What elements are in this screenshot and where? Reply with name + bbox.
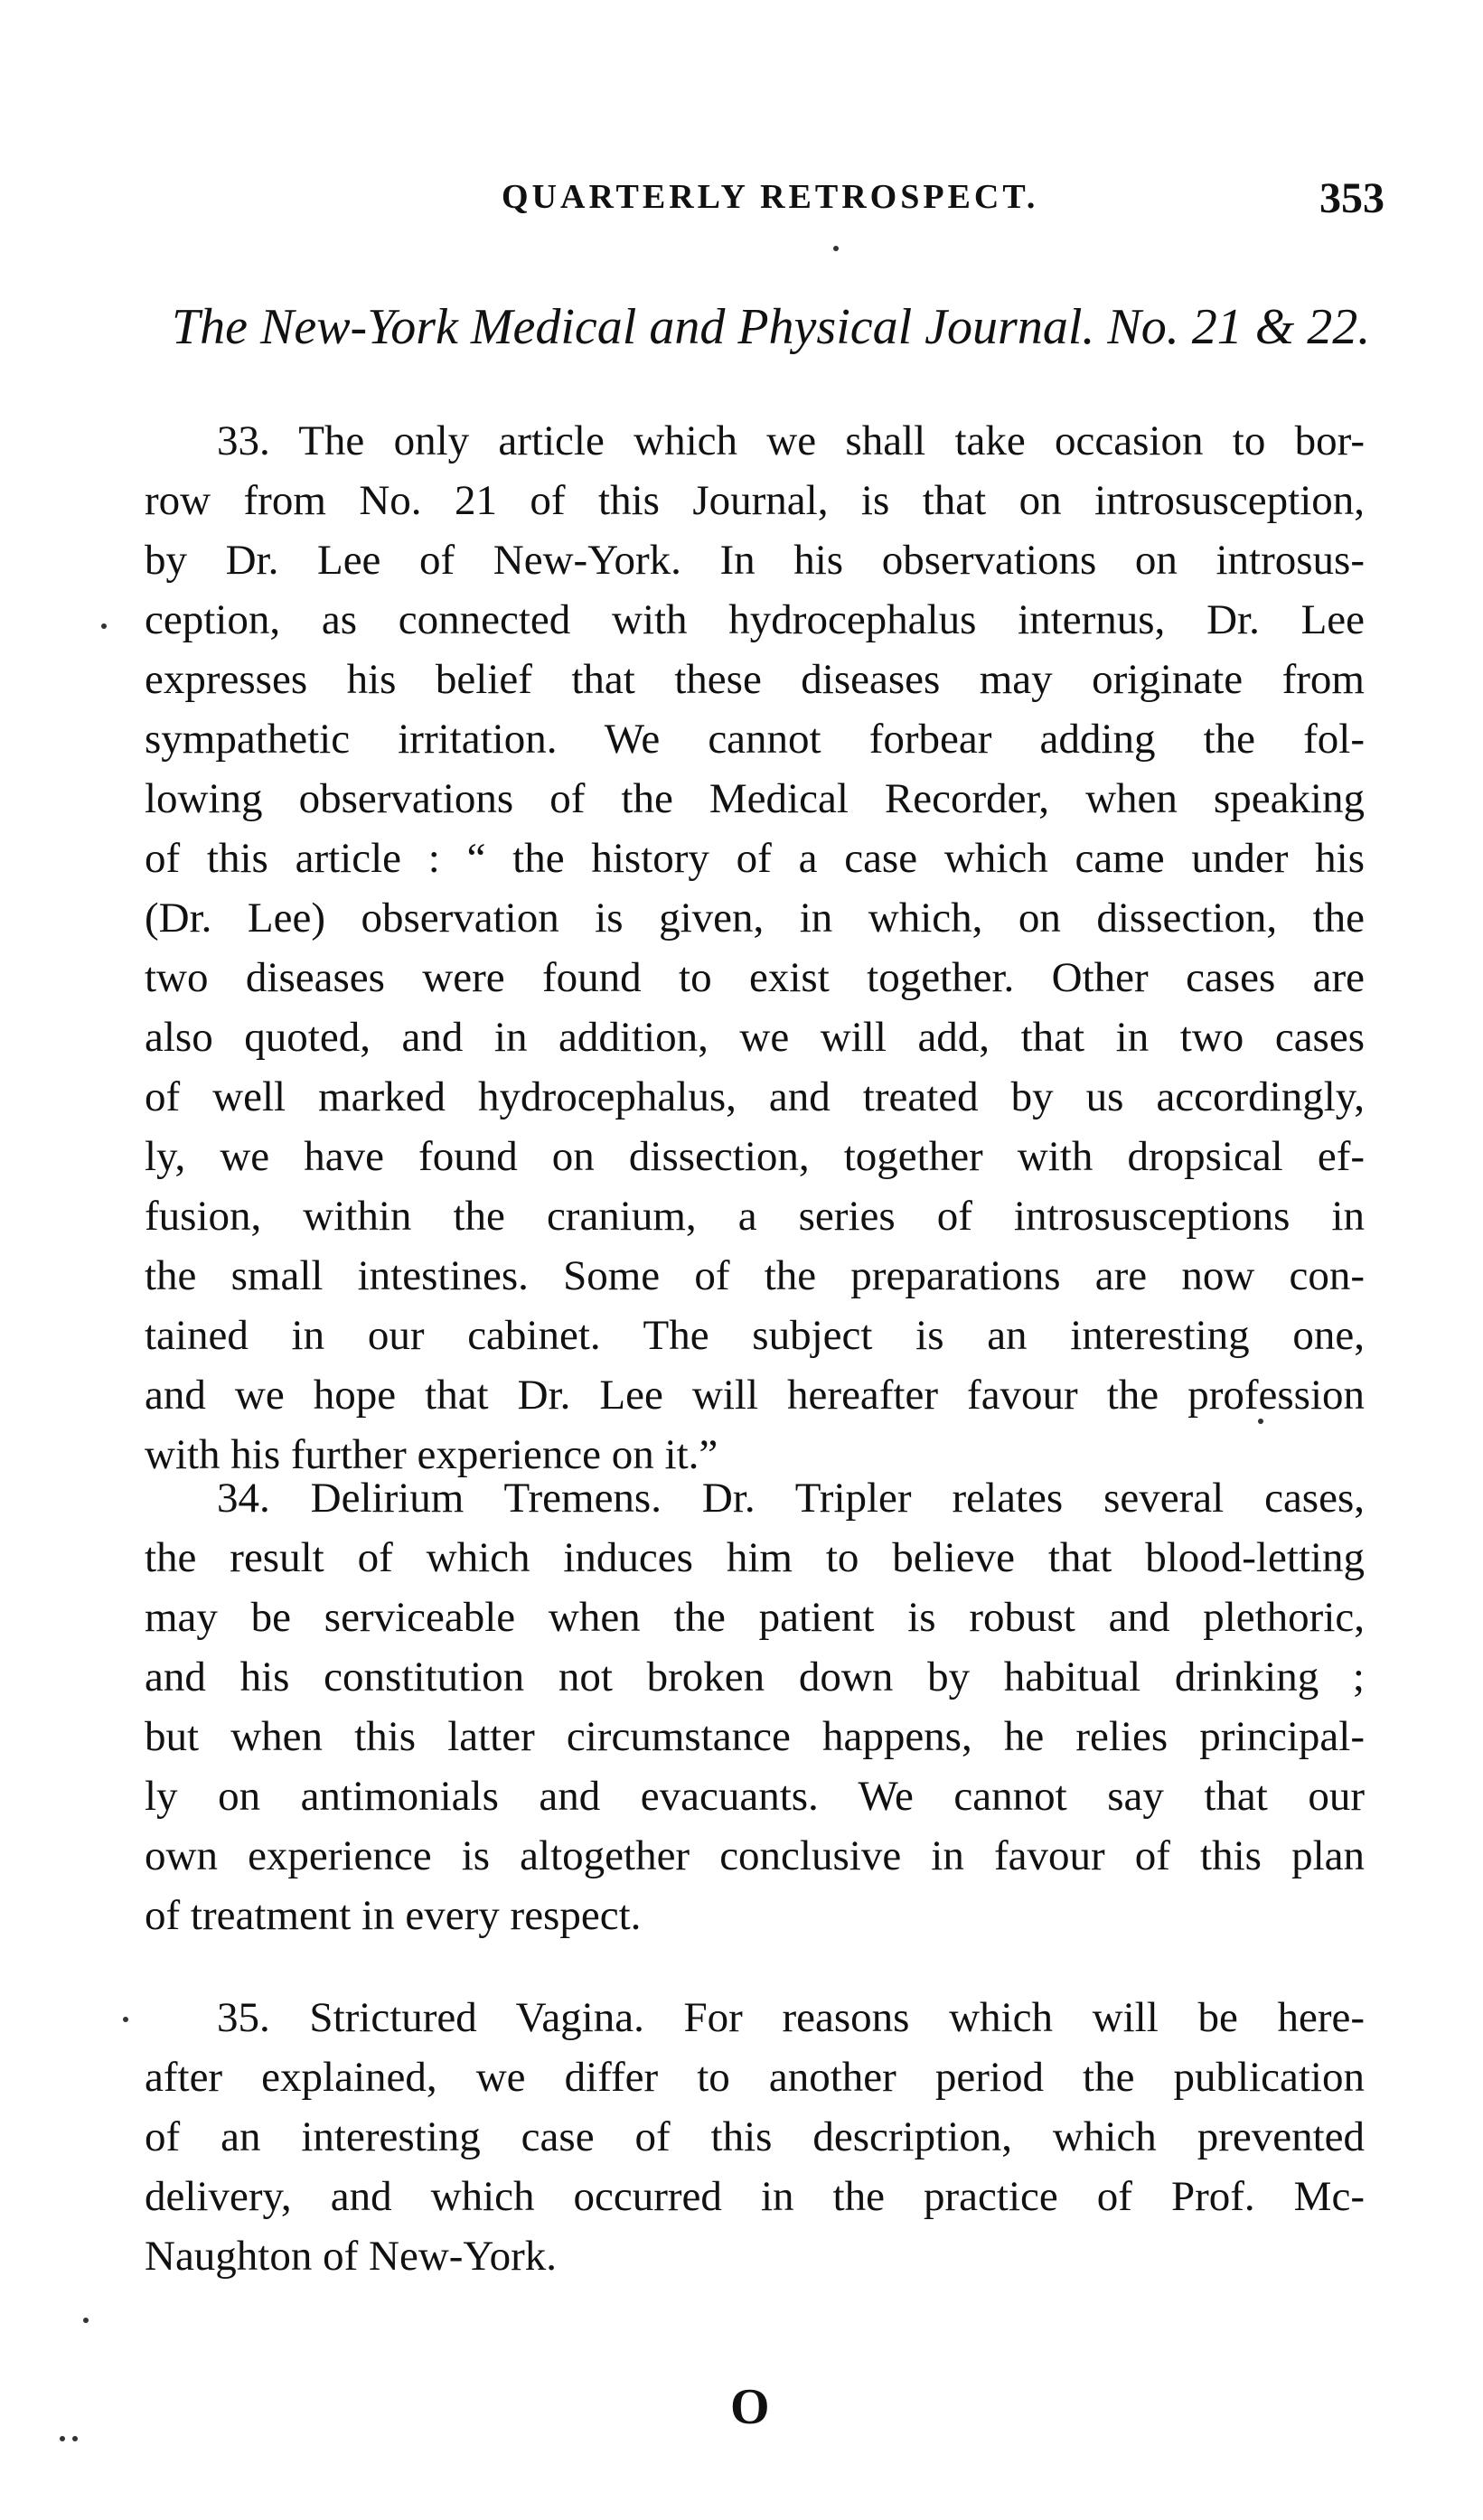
text-line: of this article : “ the history of a case which came under his — [145, 835, 1365, 882]
page-number: 353 — [1319, 174, 1384, 222]
text-line: 35. Strictured Vagina. For reasons which will be here- — [217, 1994, 1365, 2041]
text-line: ception, as connected with hydrocephalus internus, Dr. Lee — [145, 596, 1365, 643]
signature-mark: O — [730, 2379, 770, 2435]
text-line: with his further experience on it.” — [145, 1431, 718, 1478]
text-line: 33. The only article which we shall take occasion to bor- — [217, 417, 1365, 464]
running-head — [0, 174, 1483, 231]
print-speck — [72, 2436, 78, 2441]
print-speck — [83, 2318, 89, 2323]
print-speck — [1258, 1419, 1263, 1424]
text-line: two diseases were found to exist together. Other cases are — [145, 954, 1365, 1001]
text-line: and we hope that Dr. Lee will hereafter favour the profession — [145, 1372, 1365, 1419]
text-line: delivery, and which occurred in the practice of Prof. Mc- — [145, 2173, 1365, 2220]
print-speck — [101, 623, 107, 629]
text-line: and his constitution not broken down by habitual drinking ; — [145, 1653, 1365, 1700]
text-line: by Dr. Lee of New-York. In his observations on introsus- — [145, 537, 1365, 584]
text-line: (Dr. Lee) observation is given, in which, on dissection, the — [145, 895, 1365, 941]
text-line: the small intestines. Some of the preparations are now con- — [145, 1252, 1365, 1299]
text-line: fusion, within the cranium, a series of introsusceptions in — [145, 1193, 1365, 1240]
text-line: may be serviceable when the patient is robust and plethoric, — [145, 1594, 1365, 1641]
print-speck — [60, 2436, 65, 2441]
text-line: row from No. 21 of this Journal, is that on introsusception, — [145, 477, 1365, 524]
text-line: sympathetic irritation. We cannot forbear adding the fol- — [145, 716, 1365, 763]
text-line: but when this latter circumstance happens, he relies principal- — [145, 1713, 1365, 1760]
text-line: of treatment in every respect. — [145, 1892, 642, 1939]
text-line: tained in our cabinet. The subject is an interesting one, — [145, 1312, 1365, 1359]
text-line: of an interesting case of this description, which prevented — [145, 2113, 1365, 2160]
text-line: of well marked hydrocephalus, and treated by us accordingly, — [145, 1073, 1365, 1120]
text-line: 34. Delirium Tremens. Dr. Tripler relates several cases, — [217, 1475, 1365, 1522]
journal-title: The New-York Medical and Physical Journal. No. 21 & 22. — [172, 299, 1371, 355]
text-line: own experience is altogether conclusive in favour of this plan — [145, 1832, 1365, 1879]
text-line: after explained, we differ to another period the publication — [145, 2054, 1365, 2101]
text-line: ly on antimonials and evacuants. We cannot say that our — [145, 1773, 1365, 1820]
running-head-title: QUARTERLY RETROSPECT. — [502, 178, 1039, 216]
print-speck — [833, 246, 839, 251]
print-speck — [123, 2017, 128, 2022]
text-line: the result of which induces him to believe that blood-letting — [145, 1534, 1365, 1581]
text-line: expresses his belief that these diseases may originate from — [145, 656, 1365, 703]
text-line: lowing observations of the Medical Recorder, when speaking — [145, 775, 1365, 822]
text-line: Naughton of New-York. — [145, 2233, 558, 2280]
text-line: also quoted, and in addition, we will add, that in two cases — [145, 1014, 1365, 1061]
text-line: ly, we have found on dissection, together with dropsical ef- — [145, 1133, 1365, 1180]
